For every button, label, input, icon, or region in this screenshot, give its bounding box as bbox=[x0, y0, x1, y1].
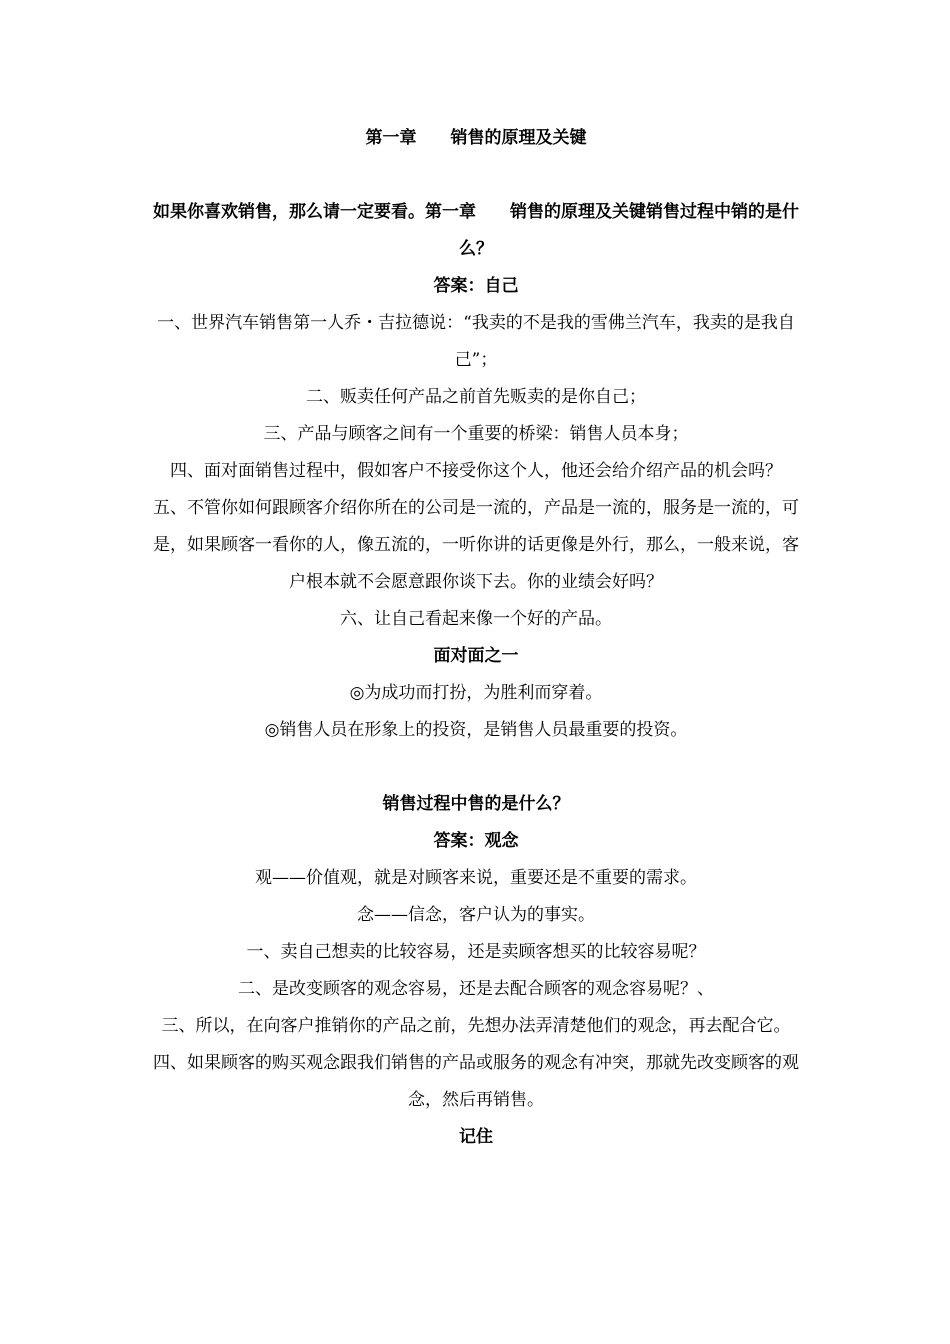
intro-paragraph: 如果你喜欢销售，那么请一定要看。第一章 销售的原理及关键销售过程中销的是什么？ bbox=[153, 202, 799, 259]
spacer bbox=[150, 157, 802, 194]
definition-1: 观——价值观，就是对顾客来说，重要还是不重要的需求。 bbox=[255, 868, 697, 888]
bullet-1: ◎为成功而打扮，为胜利而穿着。 bbox=[349, 683, 603, 703]
chapter-title: 第一章 销售的原理及关键 bbox=[365, 128, 587, 148]
paragraph-3: 三、产品与顾客之间有一个重要的桥梁：销售人员本身； bbox=[263, 424, 689, 444]
paragraph-5: 五、不管你如何跟顾客介绍你所在的公司是一流的，产品是一流的，服务是一流的，可是，如果顾客一看你的人，像五流的，一听你讲的话更像是外行，那么，一般来说，客户根本就不会愿意跟你谈下去。你的业绩会好吗？ bbox=[153, 498, 799, 592]
paragraph-4: 四、面对面销售过程中，假如客户不接受你这个人，他还会给介绍产品的机会吗？ bbox=[170, 461, 782, 481]
paragraph-6: 六、让自己看起来像一个好的产品。 bbox=[340, 609, 612, 629]
document-page bbox=[150, 120, 802, 1156]
paragraph-2: 二、贩卖任何产品之前首先贩卖的是你自己； bbox=[306, 387, 646, 407]
question-3: 三、所以，在向客户推销你的产品之前，先想办法弄清楚他们的观念，再去配合它。 bbox=[161, 1016, 791, 1036]
answer-heading-concept: 答案：观念 bbox=[433, 831, 519, 851]
answer-heading-self: 答案：自己 bbox=[433, 276, 519, 296]
paragraph-1: 一、世界汽车销售第一人乔・吉拉德说：“我卖的不是我的雪佛兰汽车，我卖的是我自己”； bbox=[157, 313, 795, 370]
remember-heading: 记住 bbox=[459, 1127, 493, 1147]
section-heading-face: 面对面之一 bbox=[433, 646, 519, 666]
definition-2: 念——信念，客户认为的事实。 bbox=[357, 905, 595, 925]
question-1: 一、卖自己想卖的比较容易，还是卖顾客想买的比较容易呢？ bbox=[246, 942, 706, 962]
question-4: 四、如果顾客的购买观念跟我们销售的产品或服务的观念有冲突，那就先改变顾客的观念，然后再销售。 bbox=[153, 1053, 799, 1110]
spacer bbox=[150, 749, 802, 786]
bullet-2: ◎销售人员在形象上的投资，是销售人员最重要的投资。 bbox=[264, 720, 688, 740]
question-2: 二、是改变顾客的观念容易，还是去配合顾客的观念容易呢？、 bbox=[238, 979, 714, 999]
question-heading-2: 销售过程中售的是什么？ bbox=[382, 794, 570, 814]
